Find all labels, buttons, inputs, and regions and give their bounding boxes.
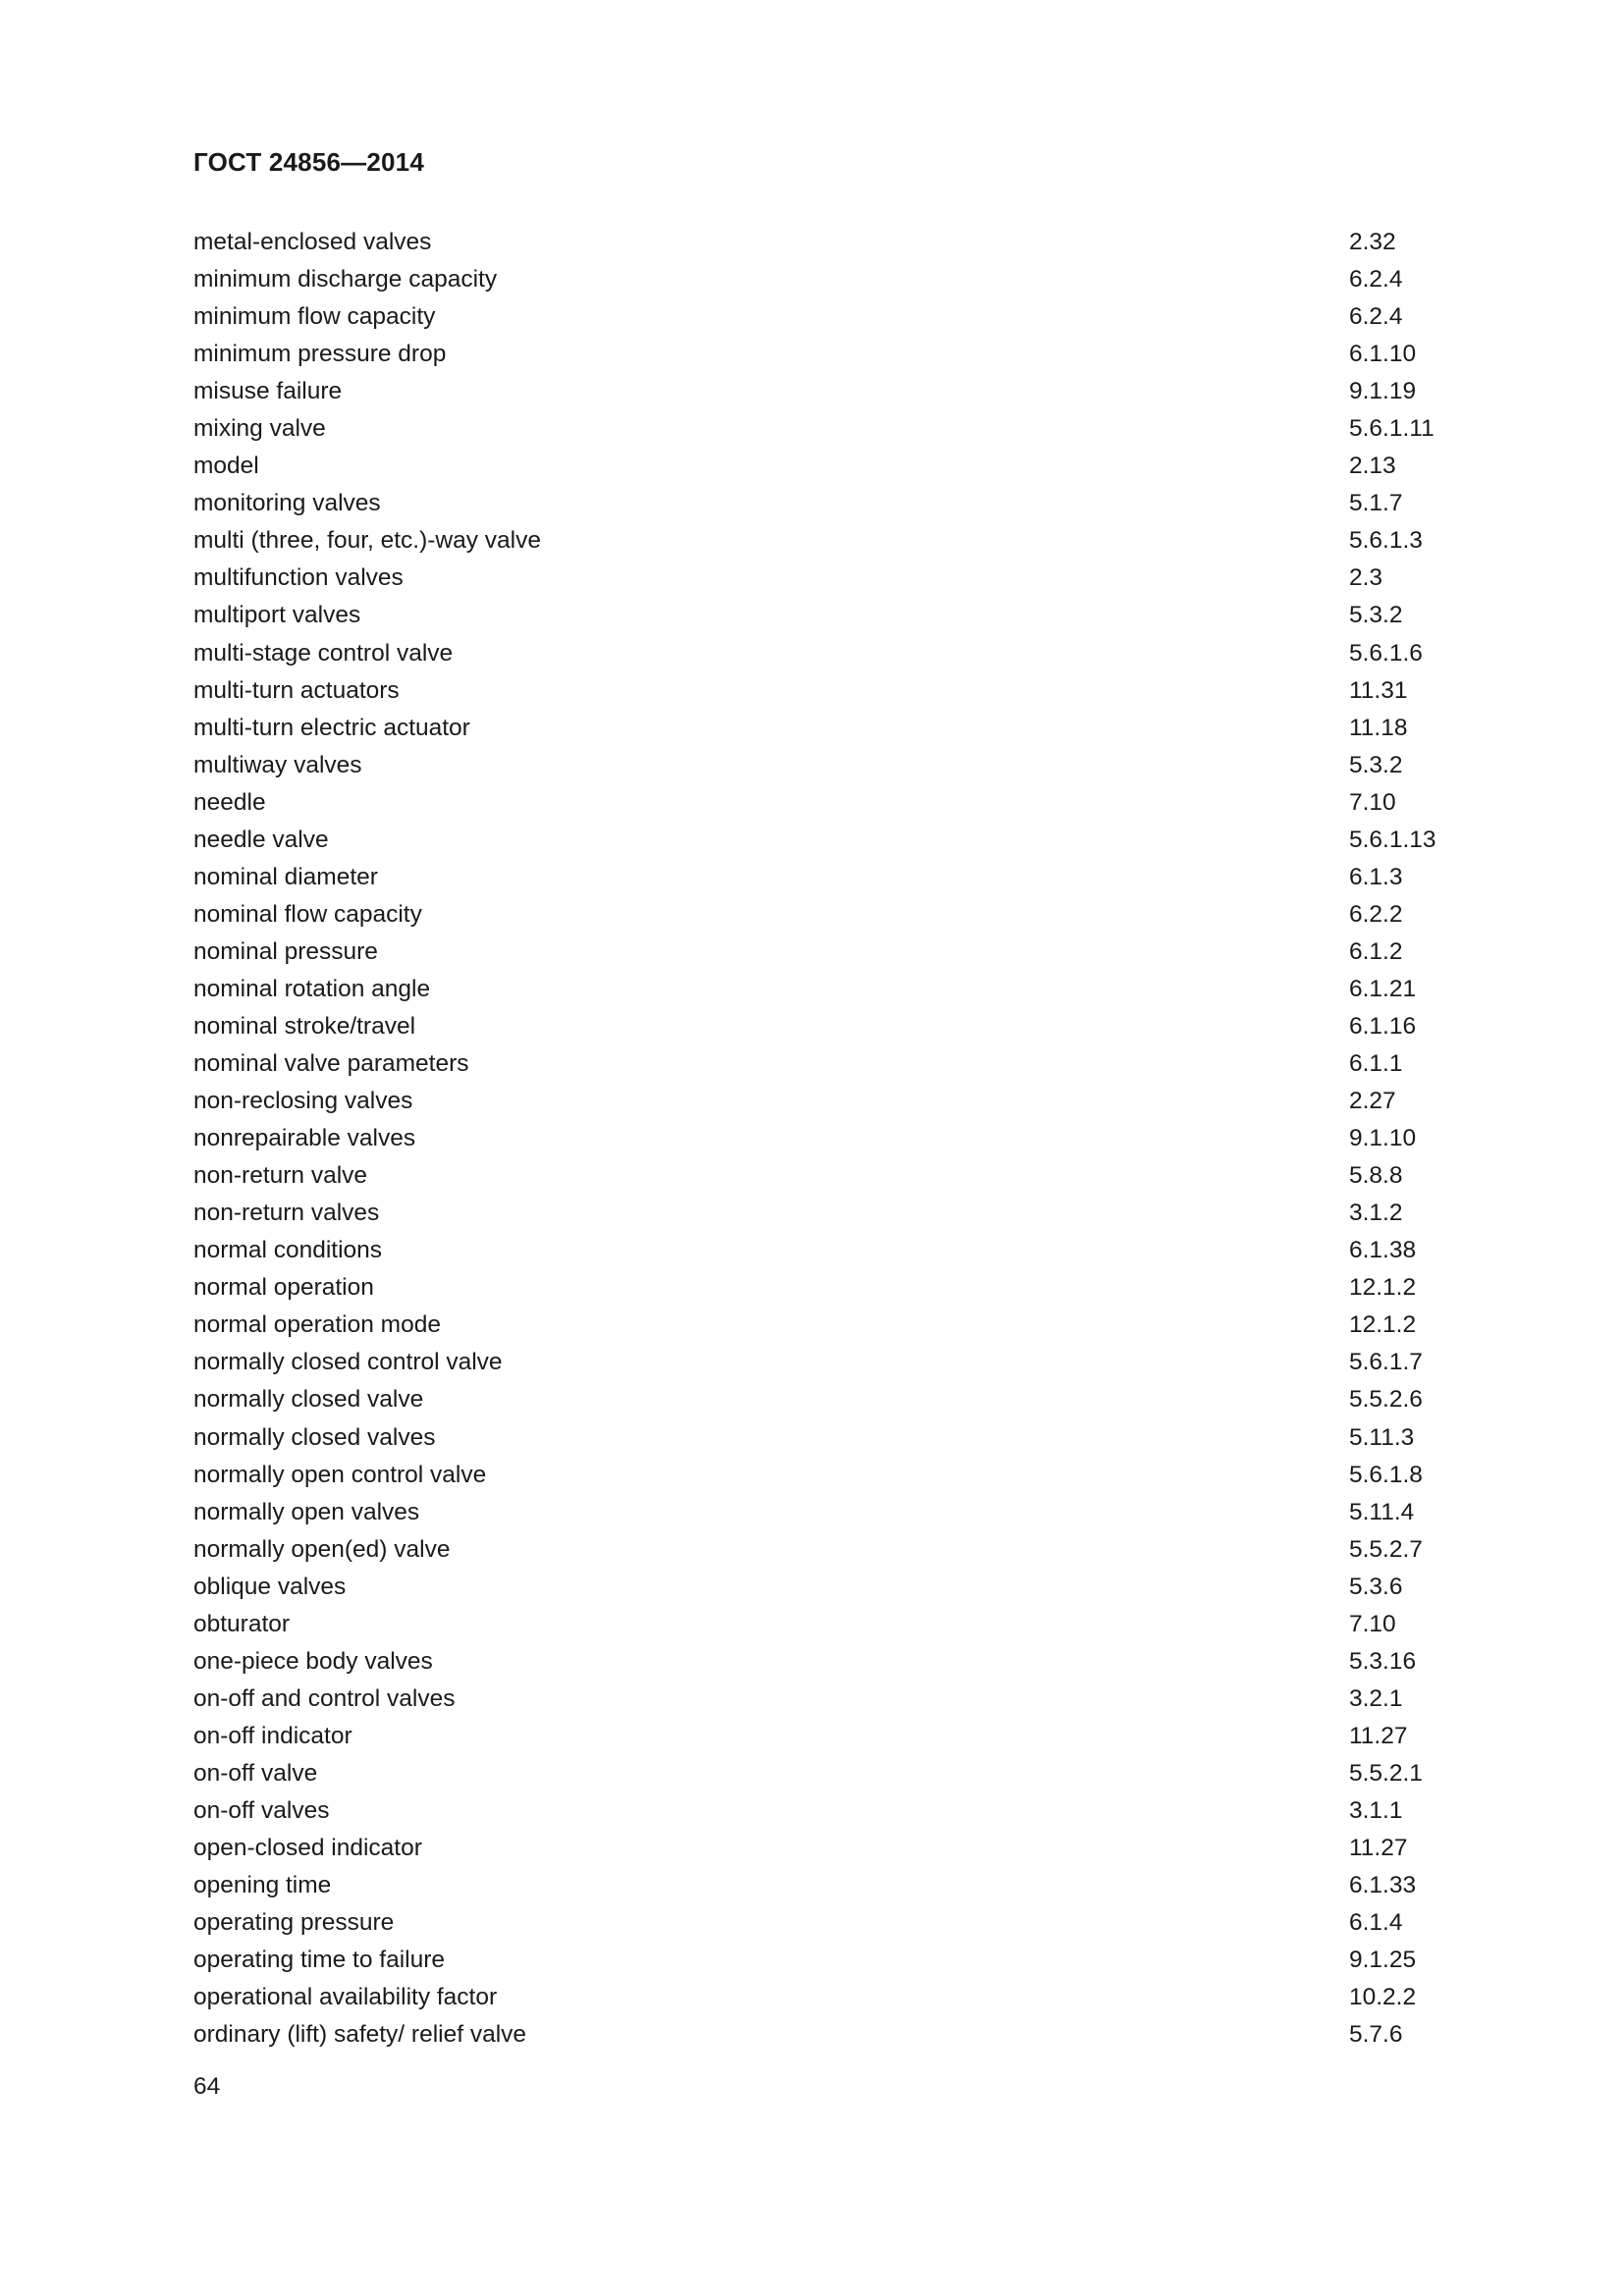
index-ref: 11.27 <box>1349 1722 1408 1749</box>
index-entry <box>193 1792 1470 1830</box>
index-term: normally closed control valve <box>193 1349 503 1376</box>
index-entry <box>193 261 1470 298</box>
index-entry <box>193 1083 1470 1120</box>
index-term: normally closed valves <box>193 1423 436 1451</box>
index-term: ordinary (lift) safety/ relief valve <box>193 2021 527 2049</box>
index-entry <box>193 635 1470 672</box>
index-term: nominal stroke/travel <box>193 1012 416 1040</box>
index-entry <box>193 373 1470 410</box>
index-entry <box>193 336 1470 373</box>
index-term: non-return valve <box>193 1162 368 1190</box>
index-ref: 3.2.1 <box>1349 1684 1403 1712</box>
index-term: normal conditions <box>193 1237 383 1264</box>
index-entry <box>193 1008 1470 1045</box>
index-term: operating pressure <box>193 1909 395 1937</box>
index-ref: 7.10 <box>1349 1610 1396 1637</box>
index-term: oblique valves <box>193 1573 347 1600</box>
index-entry <box>193 971 1470 1008</box>
index-term: minimum pressure drop <box>193 341 447 368</box>
index-ref: 6.2.4 <box>1349 266 1403 294</box>
index-entry <box>193 1569 1470 1606</box>
index-entry <box>193 1979 1470 2016</box>
index-ref: 7.10 <box>1349 788 1396 816</box>
index-entry <box>193 934 1470 971</box>
index-entry <box>193 1120 1470 1157</box>
index-ref: 2.27 <box>1349 1088 1396 1115</box>
index-entry <box>193 1755 1470 1792</box>
index-term: one-piece body valves <box>193 1647 433 1675</box>
index-entry <box>193 1942 1470 1979</box>
index-ref: 5.3.2 <box>1349 751 1403 778</box>
index-term: non-return valves <box>193 1200 380 1227</box>
index-entry <box>193 410 1470 448</box>
index-ref: 5.3.16 <box>1349 1647 1417 1675</box>
index-entry <box>193 1381 1470 1418</box>
index-term: nominal rotation angle <box>193 975 431 1002</box>
index-entry <box>193 1232 1470 1269</box>
term-index-list <box>193 224 1470 2054</box>
index-ref: 11.27 <box>1349 1835 1408 1862</box>
index-term: open-closed indicator <box>193 1835 422 1862</box>
index-term: multiway valves <box>193 751 362 778</box>
index-term: nominal valve parameters <box>193 1050 469 1078</box>
index-ref: 6.1.1 <box>1349 1050 1403 1078</box>
index-entry <box>193 2016 1470 2054</box>
page-number: 64 <box>193 2073 221 2100</box>
index-ref: 2.13 <box>1349 453 1396 480</box>
index-ref: 11.31 <box>1349 676 1408 704</box>
index-term: on-off valve <box>193 1759 318 1787</box>
index-ref: 6.1.21 <box>1349 975 1417 1002</box>
index-ref: 6.2.2 <box>1349 900 1403 928</box>
index-ref: 10.2.2 <box>1349 1984 1417 2011</box>
index-term: multiport valves <box>193 602 361 629</box>
index-entry <box>193 1494 1470 1531</box>
index-entry <box>193 1195 1470 1232</box>
index-term: multifunction valves <box>193 564 404 592</box>
index-entry <box>193 1457 1470 1494</box>
index-entry <box>193 1419 1470 1457</box>
index-term: nominal flow capacity <box>193 900 422 928</box>
index-ref: 9.1.25 <box>1349 1947 1417 1974</box>
index-entry <box>193 784 1470 822</box>
index-ref: 5.7.6 <box>1349 2021 1403 2049</box>
index-term: operating time to failure <box>193 1947 446 1974</box>
index-ref: 5.6.1.13 <box>1349 826 1436 853</box>
index-entry <box>193 896 1470 934</box>
index-entry <box>193 822 1470 859</box>
index-entry <box>193 1269 1470 1307</box>
document-header: ГОСТ 24856—2014 <box>193 147 424 177</box>
index-ref: 5.1.7 <box>1349 490 1403 517</box>
index-term: normally open control valve <box>193 1461 487 1488</box>
index-ref: 6.1.4 <box>1349 1909 1403 1937</box>
index-entry <box>193 1344 1470 1381</box>
index-term: monitoring valves <box>193 490 381 517</box>
index-ref: 6.2.4 <box>1349 303 1403 331</box>
index-ref: 5.3.2 <box>1349 602 1403 629</box>
index-entry <box>193 448 1470 485</box>
index-term: on-off indicator <box>193 1722 352 1749</box>
index-ref: 12.1.2 <box>1349 1274 1417 1302</box>
index-term: needle valve <box>193 826 329 853</box>
index-ref: 5.5.2.6 <box>1349 1386 1423 1414</box>
index-term: nominal diameter <box>193 863 378 890</box>
index-ref: 9.1.10 <box>1349 1125 1417 1152</box>
index-term: mixing valve <box>193 415 326 443</box>
index-entry <box>193 1830 1470 1867</box>
index-ref: 3.1.1 <box>1349 1796 1403 1824</box>
index-ref: 5.11.4 <box>1349 1498 1415 1525</box>
index-ref: 5.6.1.6 <box>1349 639 1423 667</box>
index-term: needle <box>193 788 266 816</box>
index-term: multi-turn electric actuator <box>193 714 470 741</box>
index-term: multi-stage control valve <box>193 639 454 667</box>
index-ref: 5.3.6 <box>1349 1573 1403 1600</box>
index-entry <box>193 1904 1470 1942</box>
index-entry <box>193 747 1470 784</box>
index-term: normally closed valve <box>193 1386 424 1414</box>
index-term: normally open(ed) valve <box>193 1535 451 1563</box>
index-term: metal-enclosed valves <box>193 229 432 255</box>
index-ref: 6.1.38 <box>1349 1237 1417 1264</box>
index-ref: 5.11.3 <box>1349 1423 1415 1451</box>
index-entry <box>193 1307 1470 1344</box>
index-ref: 11.18 <box>1349 714 1408 741</box>
index-entry <box>193 1867 1470 1904</box>
index-ref: 9.1.19 <box>1349 378 1417 405</box>
index-term: operational availability factor <box>193 1984 498 2011</box>
index-ref: 5.5.2.7 <box>1349 1535 1423 1563</box>
index-ref: 5.6.1.7 <box>1349 1349 1423 1376</box>
index-term: non-reclosing valves <box>193 1088 413 1115</box>
index-term: normally open valves <box>193 1498 420 1525</box>
index-ref: 6.1.16 <box>1349 1012 1417 1040</box>
index-entry <box>193 485 1470 522</box>
index-entry <box>193 710 1470 747</box>
index-entry <box>193 1643 1470 1681</box>
index-term: on-off valves <box>193 1796 330 1824</box>
index-term: normal operation <box>193 1274 374 1302</box>
index-term: multi-turn actuators <box>193 676 400 704</box>
index-ref: 5.8.8 <box>1349 1162 1403 1190</box>
index-entry <box>193 1157 1470 1195</box>
index-entry <box>193 522 1470 560</box>
index-ref: 12.1.2 <box>1349 1311 1417 1339</box>
index-term: obturator <box>193 1610 291 1637</box>
index-entry <box>193 224 1470 261</box>
index-ref: 5.5.2.1 <box>1349 1759 1423 1787</box>
index-term: model <box>193 453 259 480</box>
index-term: minimum flow capacity <box>193 303 436 331</box>
index-entry <box>193 298 1470 336</box>
index-ref: 5.6.1.3 <box>1349 527 1423 555</box>
index-entry <box>193 597 1470 634</box>
index-term: minimum discharge capacity <box>193 266 498 294</box>
index-term: nonrepairable valves <box>193 1125 416 1152</box>
index-entry <box>193 672 1470 710</box>
index-ref: 5.6.1.8 <box>1349 1461 1423 1488</box>
index-entry <box>193 1531 1470 1569</box>
index-entry <box>193 1606 1470 1643</box>
index-ref: 6.1.10 <box>1349 341 1417 368</box>
index-term: opening time <box>193 1872 332 1899</box>
index-term: nominal pressure <box>193 937 378 965</box>
index-term: on-off and control valves <box>193 1684 456 1712</box>
index-ref: 6.1.2 <box>1349 937 1403 965</box>
index-term: misuse failure <box>193 378 343 405</box>
index-ref: 2.32 <box>1349 229 1396 255</box>
index-entry <box>193 859 1470 896</box>
index-entry <box>193 1045 1470 1083</box>
index-ref: 5.6.1.11 <box>1349 415 1435 443</box>
index-ref: 3.1.2 <box>1349 1200 1403 1227</box>
index-entry <box>193 560 1470 597</box>
index-term: multi (three, four, etc.)-way valve <box>193 527 542 555</box>
index-term: normal operation mode <box>193 1311 441 1339</box>
index-ref: 6.1.33 <box>1349 1872 1417 1899</box>
index-ref: 6.1.3 <box>1349 863 1403 890</box>
index-entry <box>193 1681 1470 1718</box>
index-ref: 2.3 <box>1349 564 1383 592</box>
index-entry <box>193 1718 1470 1755</box>
